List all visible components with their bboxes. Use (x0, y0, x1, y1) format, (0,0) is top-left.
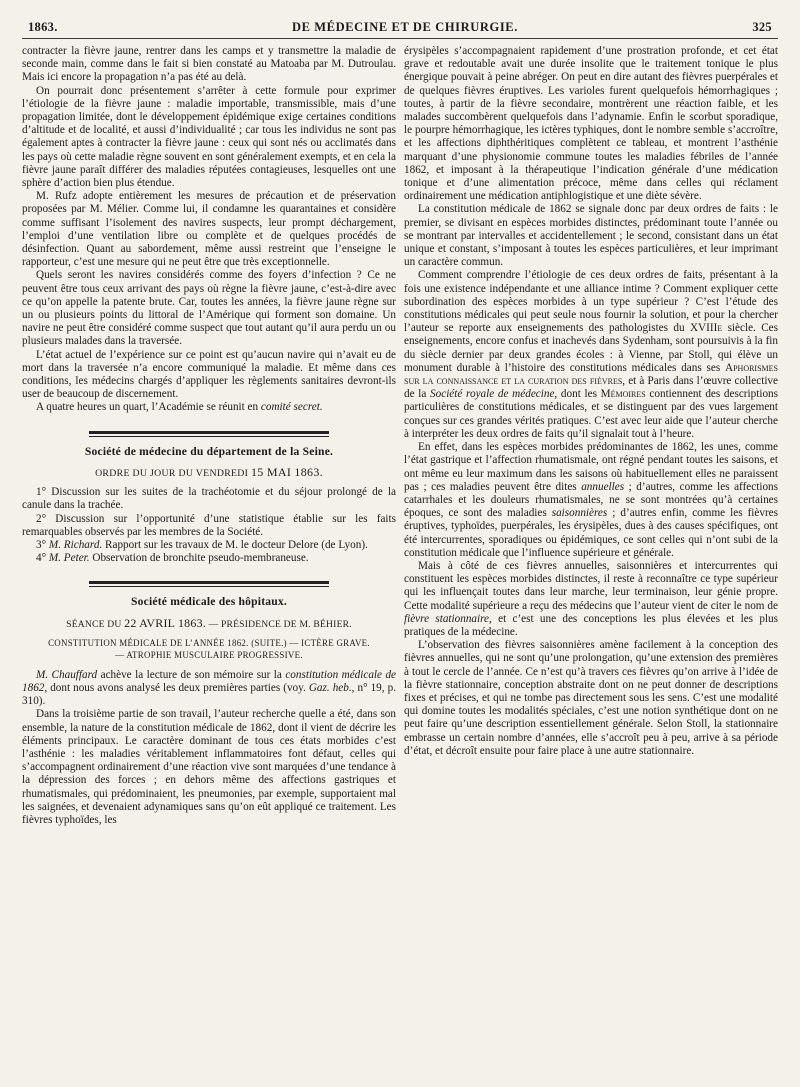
left-column (22, 45, 396, 827)
paragraph: Quels seront les navires considérés comme des foyers d’infection ? Ce ne peuvent être tous ceux arrivant des pays où règne la fièvre jaune, c’est-à-dire avec ce qu’on appelle la patente brute. Car, toutes les années, la fièvre jaune règne sur un ou plusieurs points du littoral de l’Amérique qui forment son domaine. Un navire ne peut être considéré comme suspect que tout autant qu’il aura perdu un ou plusieurs malades dans la traversée. (22, 269, 396, 348)
item-text: Discussion sur l’opportunité d’une statistique établie sur les faits remarquables observés par les membres de la Société. (22, 512, 397, 538)
text-run-italic: comité secret. (260, 401, 323, 414)
paragraph: contracter la fièvre jaune, rentrer dans les camps et y transmettre la maladie de seconde main, comme dans le fait si bien constaté au Matoaba par M. Dutroulau. Mais ici encore la propagation n’a pas été au delà. (22, 45, 396, 84)
agenda-list (22, 486, 396, 565)
text-run: contiennent des descriptions particulières de constitutions médicales, et se distinguent par des vues largement conçues sur ces grandes vérités pratiques. C’est avec leur aide que l’auteur cherche à interpréter les deux ordres de faits qu’il signalait tout à l’heure. (404, 388, 778, 440)
text-run: Mais à côté de ces fièvres annuelles, saisonnières et intercurrentes qui constituent les espèces morbides distinctes, il reste à reconnaître ce type supérieur qui les influençait toutes dans leur marche, leur terminaison, leur génie propre. Cette modalité supérieure a reçu des médecins que l’auteur vient de citer le nom de (404, 559, 778, 612)
text-run: , n° 19, p. 310). (22, 681, 396, 708)
text-run: , et à Paris dans l’œuvre collective de la (404, 375, 778, 401)
paragraph: Dans la troisième partie de son travail, l’auteur recherche quelle a été, dans son ensemble, la nature de la constitution médicale de 1862, dont il vient de décrire les éléments principaux. Le caractère dominant de tous ces états morbides c’est l’asthénie : les maladies véritablement inflammatoires font défaut, celles qui s’accompagnent ordinairement d’une réaction vive sont marquées d’une tendance à la dépression des forces ; en dehors même des affections gastriques et rhumatismales, qui prédominaient, les pneumonies, par exemple, supportaient mal les saignées, et devenaient adynamiques sans qu’on eût appliqué ce traitement. Les fièvres typhoïdes, les (22, 708, 396, 826)
paragraph (22, 401, 396, 414)
agenda-prefix: ORDRE DU JOUR DU VENDREDI (95, 467, 249, 479)
agenda-date: 15 MAI 1863. (251, 464, 323, 479)
item-text: Discussion sur les suites de la trachéotomie et du séjour prolongé de la canule dans la trachée. (22, 486, 396, 512)
text-run: En effet, dans les espèces morbides prédominantes de 1862, les unes, comme l’état gastrique et l’affection rhumatismale, ont régné pendant toutes les saisons, et ont même eu leur maximum dans les saisons où habituellement elles ne paraissent pas ; ces maladies peuvent être dites (404, 441, 778, 493)
item-number: 4° (36, 552, 47, 565)
paragraph: La constitution médicale de 1862 se signale donc par deux ordres de faits : le premier, se divisant en espèces morbides distinctes, prédominant toute l’année ou se montrant par intervalles et accidentellement ; le second, consistant dans un état unique et constant, s’imposant à toutes les espèces particulières, et leur imprimant un caractère commun. (404, 203, 778, 269)
text-run: ; d’autres, comme les affections catarrhales et les douleurs rhumatismales, ne se sont montrées qu’à certaines époques, ce sont des maladies (404, 480, 778, 520)
paragraph (404, 269, 778, 441)
text-run-italic: constitution médicale de 1862 (22, 668, 397, 694)
section-rule (89, 581, 329, 587)
paragraph: L’état actuel de l’expérience sur ce point est qu’aucun navire qui n’avait eu de mort dans la traversée n’a encore communiqué la maladie. Et même dans ces conditions, les médecins chargés d’appliquer les règlements sanitaires devront-ils user de beaucoup de discernement. (22, 348, 396, 401)
header-year: 1863. (28, 20, 58, 34)
page-number: 325 (752, 20, 772, 34)
paragraph: On pourrait donc présentement s’arrêter à cette formule pour exprimer l’étiologie de la fièvre jaune : maladie importable, transmissible, mais d’une propagation limitée, dont le développement épidémique exige certaines conditions d’altitude et de localité, et aussi d’individualité ; car tous les individus ne sont pas également aptes à contracter la fièvre jaune : ceux qui sont nés ou acclimatés dans les pays où cette maladie règne souvent en sont généralement exempts, et en cela la fièvre jaune paraît différer des maladies réputées contagieuses, lesquelles ont une sphère d’action bien plus étendue. (22, 84, 396, 190)
society-section-hopitaux (22, 575, 396, 827)
text-run-italic: Société royale de médecine (430, 388, 555, 401)
text-run-smallcaps: Aphorismes sur la connaissance et la curation des fièvres (404, 361, 778, 388)
paragraph: L’observation des fièvres saisonnières amène facilement à la conception des fièvres annuelles, qui ne sont qu’une prolongation, qu’une extension des premières à tout le cercle de l’année. Ce n’est qu’à travers ces fièvres qu’on arrive à l’idée de la fièvre stationnaire, conception abstraite dont on ne peut donner de descriptions fixes et précises, et qui ne tombe pas directement sous les sens. C’est une modalité qui domine toutes les modalités spéciales, c’est une notion synthétique dont on ne peut faire qu’une description essentiellement générale. Selon Stoll, la stationnaire embrasse un certain nombre d’années, elle s’accroît peu à peu, arrive à sa période d’état, et décroît ensuite pour faire place à une autre stationnaire. (404, 639, 778, 757)
seance-suffix: — PRÉSIDENCE DE M. BÉHIER. (208, 618, 352, 630)
text-run: , dont nous avons analysé les deux premières parties (voy. (44, 681, 309, 694)
agenda-item (22, 513, 396, 539)
society-title: Société médicale des hôpitaux. (130, 595, 288, 609)
text-run: , dont les (554, 388, 601, 401)
item-speaker: M. Peter. (48, 552, 90, 565)
text-run: A quatre heures un quart, l’Académie se réunit en (36, 401, 261, 414)
seance-date: 22 AVRIL 1863. (124, 615, 206, 630)
item-speaker: M. Richard. (48, 538, 103, 551)
topic-heading (22, 637, 396, 661)
paragraph (22, 669, 396, 709)
topic-line: — ATROPHIE MUSCULAIRE PROGRESSIVE. (115, 649, 303, 660)
seance-prefix: SÉANCE DU (66, 618, 122, 630)
text-run: Comment comprendre l’étiologie de ces deux ordres de faits, présentant à la fois une existence indépendante et une alliance intime ? Comment expliquer cette subordination des espèces morbides à un type supérieur ? C’est l’étude des constitutions médicales qui peut seule nous fournir la solution, et pour la chercher l’auteur se reporte aux enseignements des pathologistes du (404, 269, 778, 335)
right-column (404, 45, 778, 827)
running-header (22, 20, 778, 39)
topic-line: CONSTITUTION MÉDICALE DE L’ANNÉE 1862. (SUITE.) — ICTÈRE GRAVE. (48, 637, 370, 648)
item-number: 1° (36, 486, 47, 499)
society-section-seine (22, 425, 396, 566)
text-run-italic: saisonnières (551, 507, 608, 520)
two-column-body (22, 45, 778, 827)
paragraph (404, 560, 778, 639)
header-title: DE MÉDECINE ET DE CHIRURGIE. (291, 20, 518, 34)
text-run: ; d’autres enfin, comme les fièvres éruptives, typhoïdes, puerpérales, les érysipèles, dues à des causes spécifiques, ont été intercurrentes, sporadiques ou épidémiques, ce sont celles qui n’ont subi de la constitution médicale que l’influence supérieure et générale. (404, 507, 779, 559)
section-rule (89, 431, 329, 437)
text-run-smallcaps: Mémoires (600, 388, 646, 401)
seance-heading (22, 617, 396, 631)
item-number: 2° (36, 512, 47, 525)
text-run: siècle. Ces enseignements, encore confus et inachevés dans Sydenham, sont poursuivis à la fin du siècle dernier par deux grandes écoles : à Vienne, par Stoll, qui élève un monument durable à l’histoire des constitutions médicales dans ses (404, 322, 778, 374)
text-run-italic: Gaz. heb. (308, 681, 352, 694)
paragraph (404, 441, 778, 560)
paragraph: érysipèles s’accompagnaient rapidement d’une prostration profonde, et cet état grave et redoutable avait une durée insolite que le traitement tonique le plus énergique pouvait à peine abréger. On peut en dire autant des fièvres puerpérales et de quelques fièvres éruptives. Les varioles furent quelquefois hémorrhagiques ; toutes, à partir de la fièvre secondaire, montrèrent une réaction faible, et les malades succombèrent quelquefois dans l’adynamie. Enfin le scorbut sporadique, le pourpre hémorrhagique, les ictères typhiques, dont le nombre semble s’accroître, et les affections diphthéritiques complètent ce tableau, et montrent l’asthénie marquant d’une physionomie commune toutes les maladies fébriles de l’année 1862, et imposant à la thérapeutique l’indication générale d’une médication tonique et d’une alimentation précoce, même dans celles qui réclament ordinairement une médication antiphlogistique et une diète sévère. (404, 45, 778, 203)
text-run: achève la lecture de son mémoire sur la (97, 668, 286, 681)
text-run-italic: annuelles (581, 480, 625, 493)
society-title: Société de médecine du département de la Seine. (84, 444, 334, 458)
item-text: Rapport sur les travaux de M. le docteur Delore (de Lyon). (102, 538, 368, 551)
text-run: , et c’est une des conceptions les plus élevées et les plus pratiques de la médecine. (404, 612, 778, 638)
agenda-item (22, 539, 396, 552)
agenda-heading (22, 466, 396, 480)
item-number: 3° (36, 538, 47, 551)
text-run-smallcaps: XVIIIe (689, 322, 723, 335)
agenda-item (22, 552, 396, 565)
text-run-italic: fièvre stationnaire (404, 612, 490, 625)
paragraph: M. Rufz adopte entièrement les mesures de précaution et de préservation proposées par M. Mélier. Comme lui, il condamne les quarantaines et considère comme suffisant l’isolement des navires suspects, leur prompt déchargement, l’emploi d’une ventilation libre ou complète et de quelques procédés de désinfection. Quant au sabordement, même aussi restreint que l’enseigne le rapporteur, c’est une mesure qui ne peut être que très exceptionnelle. (22, 190, 396, 269)
agenda-item (22, 486, 396, 512)
item-text: Observation de bronchite pseudo-membraneuse. (89, 552, 309, 565)
speaker-name: M. Chauffard (36, 668, 98, 681)
